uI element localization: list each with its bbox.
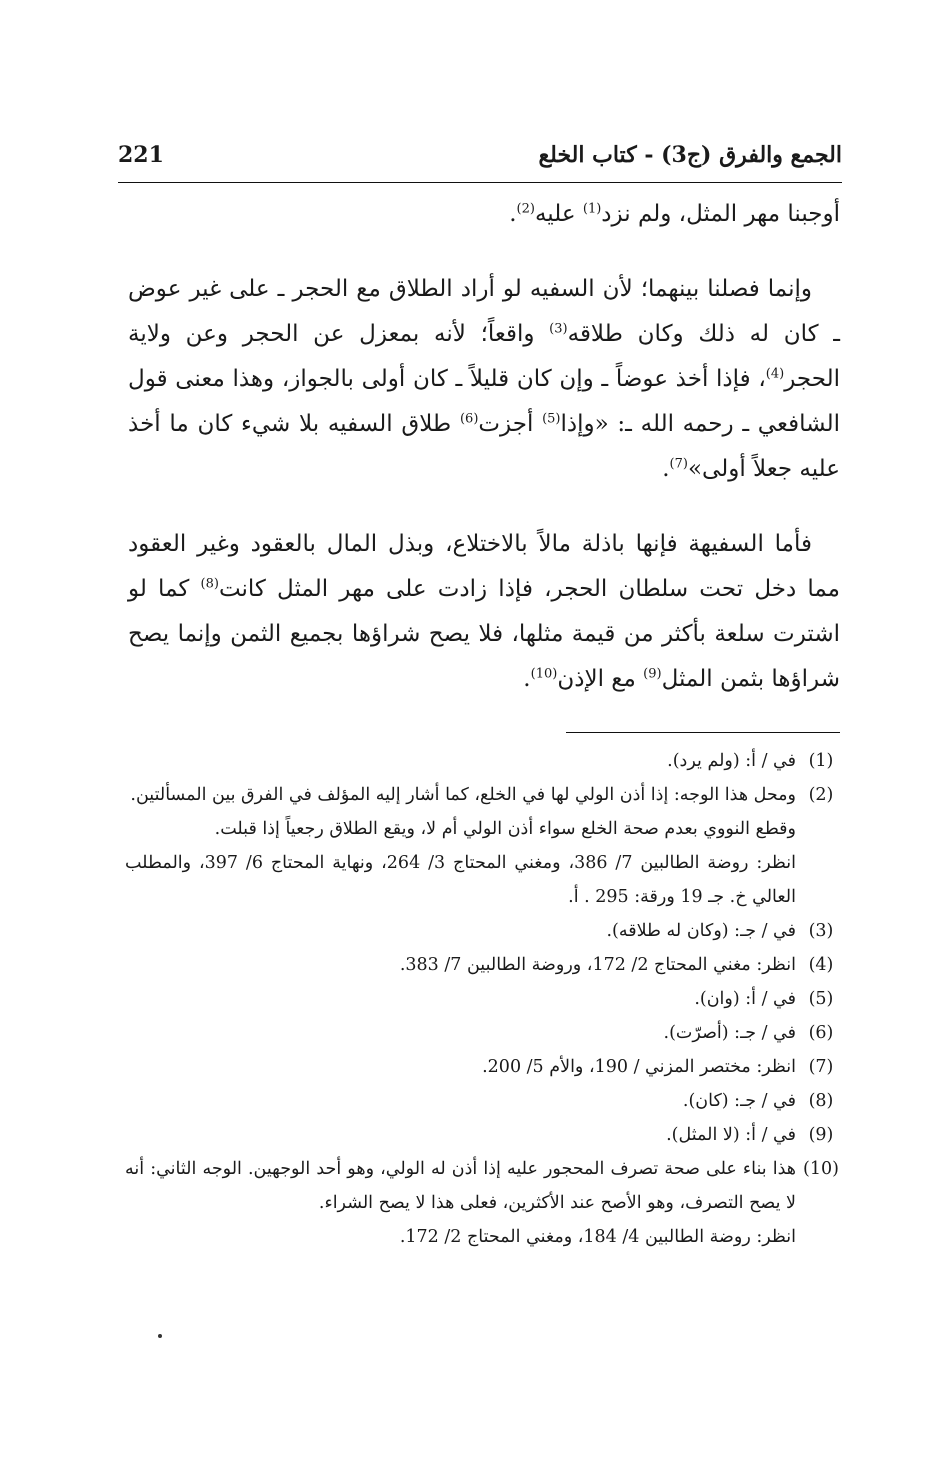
footnote-ref: (6) [459, 411, 479, 427]
paragraph-2 [128, 267, 840, 492]
footnote-item [125, 948, 846, 982]
text-run: . [523, 666, 531, 692]
footnote-line: في / أ: (ولم يرد). [667, 751, 796, 771]
footnote-text [125, 1084, 796, 1118]
paragraph-3 [128, 522, 840, 702]
footnote-separator [566, 732, 840, 733]
footnote-text [125, 1118, 796, 1152]
paragraph-1 [128, 192, 840, 237]
footnote-line: ومحل هذا الوجه: إذا أذن الولي لها في الخلع، كما أشار إليه المؤلف في الفرق بين المسألتين. [130, 785, 796, 805]
footnote-item [125, 1084, 846, 1118]
text-run: أجزت [478, 411, 543, 437]
footnote-line: في / جـ: (وكان له طلاقه). [606, 921, 796, 941]
footnote-line: انظر: مختصر المزني / 190، والأم 5/ 200. [482, 1057, 796, 1077]
footnote-item [125, 778, 846, 914]
running-title: الجمع والفرق (ج3) - كتاب الخلع [538, 142, 842, 168]
text-run: . [662, 456, 670, 482]
footnote-text [125, 1152, 796, 1254]
footnote-ref: (5) [542, 411, 561, 427]
footnote-ref: (4) [765, 366, 785, 382]
text-run: فأما السفيهة فإنها باذلة مالاً بالاختلاع، وبذل المال بالعقود وغير العقود مما دخل تحت سلطان الحجر، فإذا زادت على مهر المثل كانت [128, 531, 840, 602]
footnote-ref: (8) [200, 576, 219, 592]
text-run: ، فإذا أخذ عوضاً ـ وإن كان قليلاً ـ كان أولى بالجواز، وهذا معنى قول الشافعي ـ رحمه الله ـ: «وإذا [128, 366, 840, 437]
footnote-text [125, 1050, 796, 1084]
footnote-line: انظر: روضة الطالبين 4/ 184، ومغني المحتاج 2/ 172. [399, 1227, 796, 1247]
footnote-item [125, 1118, 846, 1152]
footnote-item [125, 744, 846, 778]
text-run: وإنما فصلنا بينهما؛ لأن السفيه لو أراد الطلاق مع الحجر ـ على غير عوض ـ كان له ذلك وكان طلاقه [128, 276, 840, 347]
footnote-line: انظر: مغني المحتاج 2/ 172، وروضة الطالبين 7/ 383. [399, 955, 796, 975]
footnote-number: (9) [808, 1125, 834, 1145]
footnotes [125, 744, 846, 1254]
text-run: . [509, 201, 517, 227]
footnote-ref: (3) [549, 321, 568, 337]
footnote-item [125, 982, 846, 1016]
text-run: واقعاً؛ لأنه بمعزل عن الحجر وعن ولاية الحجر [128, 321, 840, 392]
page-number: 221 [118, 142, 164, 168]
footnote-line: هذا بناء على صحة تصرف المحجور عليه إذا أذن له الولي، وهو أحد الوجهين. الوجه الثاني: أنه لا يصح التصرف، وهو الأصح عند الأكثرين، فعلى هذا لا يصح الشراء. [125, 1159, 796, 1213]
footnote-ref: (2) [516, 201, 535, 217]
main-text [128, 192, 840, 702]
text-run: أوجبنا مهر المثل، ولم نزد [601, 201, 840, 227]
footnote-text [125, 982, 796, 1016]
footnote-number: (3) [808, 921, 834, 941]
footnote-ref: (7) [669, 456, 688, 472]
footnote-line: في / جـ: (أصرّت). [663, 1023, 796, 1043]
text-run: طلاق السفيه بلا شيء كان ما أخذ عليه جعلاً أولى» [128, 411, 840, 482]
footnote-number: (6) [808, 1023, 834, 1043]
footnote-ref: (9) [643, 666, 662, 682]
scan-speck [158, 1334, 162, 1338]
footnote-number: (2) [808, 785, 834, 805]
footnote-number: (7) [808, 1057, 834, 1077]
footnote-number: (10) [803, 1159, 839, 1179]
text-run: عليه [534, 201, 583, 227]
footnote-text [125, 744, 796, 778]
footnote-number: (8) [808, 1091, 834, 1111]
running-header [118, 142, 842, 183]
footnote-item [125, 1016, 846, 1050]
footnote-text [125, 1016, 796, 1050]
text-run: كما لو اشترت سلعة بأكثر من قيمة مثلها، فلا يصح شراؤها بجميع الثمن وإنما يصح شراؤها بثمن المثل [128, 576, 840, 692]
footnote-item [125, 1050, 846, 1084]
text-run: مع الإذن [557, 666, 644, 692]
footnote-item [125, 914, 846, 948]
footnote-ref: (10) [530, 666, 558, 682]
footnote-item [125, 1152, 846, 1254]
footnote-line: في / أ: (وان). [694, 989, 796, 1009]
footnote-line: وقطع النووي بعدم صحة الخلع سواء أذن الولي أم لا، ويقع الطلاق رجعياً إذا قبلت. [214, 819, 796, 839]
footnote-line: انظر: روضة الطالبين 7/ 386، ومغني المحتاج 3/ 264، ونهاية المحتاج 6/ 397، والمطلب العالي خ. جـ 19 ورقة: 295 . أ. [125, 853, 796, 907]
footnote-number: (5) [808, 989, 834, 1009]
footnote-number: (4) [808, 955, 834, 975]
footnote-number: (1) [808, 751, 834, 771]
footnote-text [125, 948, 796, 982]
footnote-text [125, 778, 796, 914]
footnote-line: في / جـ: (كان). [682, 1091, 796, 1111]
footnote-ref: (1) [582, 201, 602, 217]
footnote-line: في / أ: (لا المثل). [666, 1125, 796, 1145]
footnote-text [125, 914, 796, 948]
